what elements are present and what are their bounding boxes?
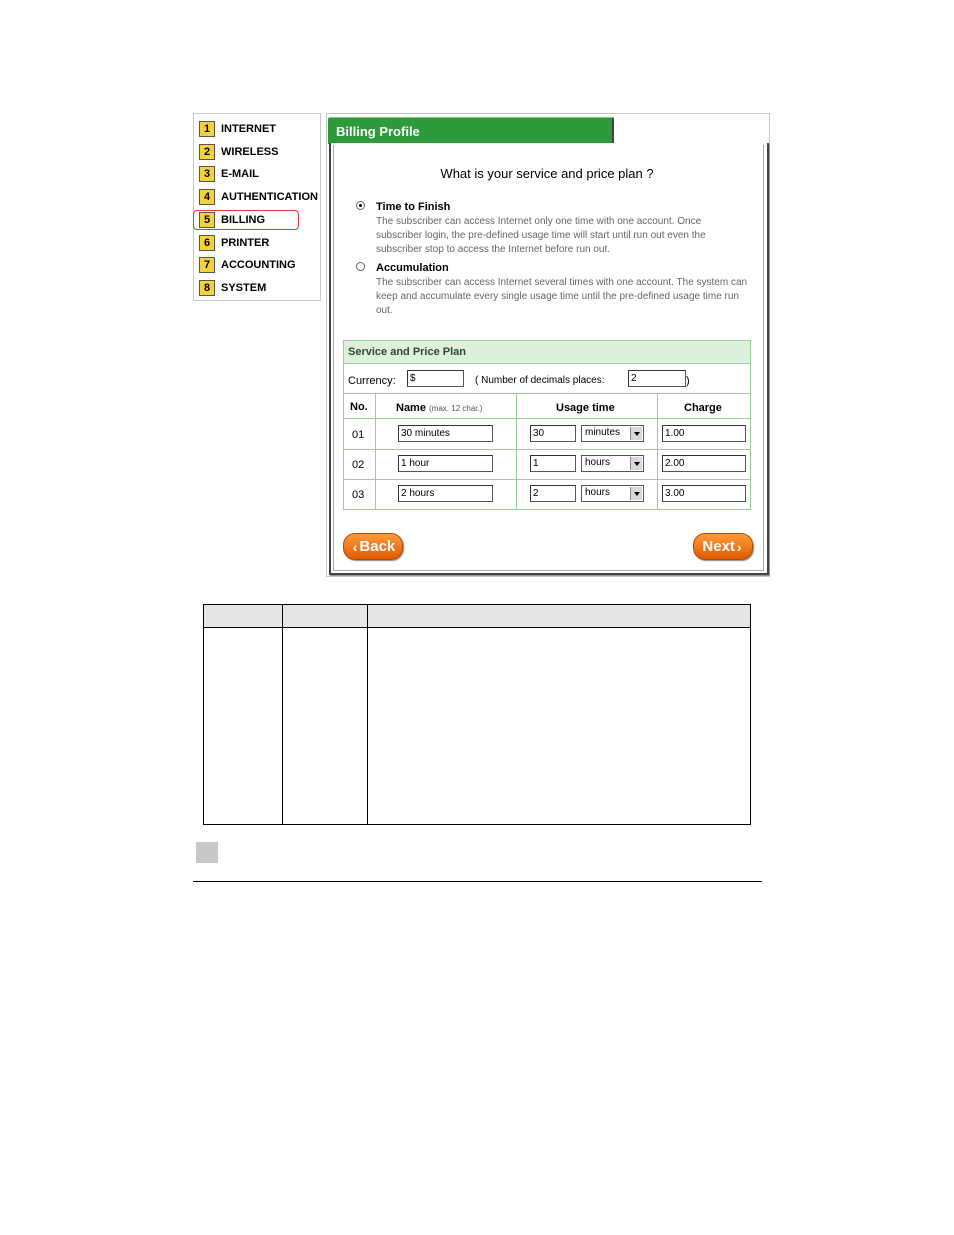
menu-number: 2 xyxy=(199,144,215,160)
charge-input[interactable] xyxy=(662,485,746,502)
parameter-table-header xyxy=(204,605,750,628)
horizontal-rule xyxy=(193,881,762,882)
menu-label: SYSTEM xyxy=(221,282,267,294)
decimals-close: ) xyxy=(686,375,690,387)
usage-time-input[interactable] xyxy=(530,455,576,472)
menu-item-email[interactable] xyxy=(199,165,317,183)
menu-label: AUTHENTICATION xyxy=(221,191,318,203)
option-desc-time-to-finish: The subscriber can access Internet only one time with one account. Once subscriber login, the pre-defined usage time will start until run out even the subscriber stop to access the Internet before run out. xyxy=(376,216,706,255)
row-number: 03 xyxy=(352,489,365,501)
decimals-label: ( Number of decimals places: xyxy=(475,375,605,386)
chevron-right-icon: › xyxy=(736,538,742,555)
usage-unit-value: hours xyxy=(585,457,611,468)
menu-label: ACCOUNTING xyxy=(221,259,296,271)
usage-unit-select[interactable] xyxy=(581,455,644,472)
header-name xyxy=(396,402,482,414)
chevron-left-icon: ‹ xyxy=(352,538,358,555)
divider xyxy=(344,418,750,419)
billing-profile-tab xyxy=(328,117,614,144)
menu-number: 5 xyxy=(199,212,215,228)
charge-input[interactable] xyxy=(662,425,746,442)
menu-item-authentication[interactable] xyxy=(199,188,317,206)
menu-label: BILLING xyxy=(221,214,265,226)
menu-item-billing[interactable] xyxy=(199,211,317,229)
charge-input[interactable] xyxy=(662,455,746,472)
menu-item-printer[interactable] xyxy=(199,234,317,252)
plan-name-input[interactable] xyxy=(398,425,493,442)
usage-unit-select[interactable] xyxy=(581,485,644,502)
option-title-accumulation: Accumulation xyxy=(376,262,449,274)
menu-item-wireless[interactable] xyxy=(199,143,317,161)
decimals-input[interactable] xyxy=(628,370,686,387)
divider xyxy=(657,393,658,509)
tab-title: Billing Profile xyxy=(336,124,420,139)
next-button[interactable] xyxy=(693,533,753,560)
menu-number: 3 xyxy=(199,166,215,182)
header-name-text: Name xyxy=(396,402,426,414)
divider xyxy=(516,393,517,509)
back-button[interactable] xyxy=(343,533,403,560)
divider xyxy=(344,479,750,480)
menu-number: 8 xyxy=(199,280,215,296)
dropdown-arrow-icon xyxy=(630,487,642,500)
usage-unit-select[interactable] xyxy=(581,425,644,442)
menu-number: 6 xyxy=(199,235,215,251)
header-charge: Charge xyxy=(684,402,722,414)
menu-item-system[interactable] xyxy=(199,279,317,297)
row-number: 01 xyxy=(352,429,365,441)
usage-time-input[interactable] xyxy=(530,425,576,442)
divider xyxy=(375,393,376,509)
next-button-label: Next xyxy=(702,538,735,555)
header-usage: Usage time xyxy=(556,402,615,414)
plan-name-input[interactable] xyxy=(398,485,493,502)
divider xyxy=(367,605,368,824)
option-title-time-to-finish: Time to Finish xyxy=(376,201,451,213)
plan-name-input[interactable] xyxy=(398,455,493,472)
parameter-table xyxy=(203,604,751,825)
divider xyxy=(344,393,750,394)
currency-label: Currency: xyxy=(348,375,396,387)
menu-number: 7 xyxy=(199,257,215,273)
usage-time-input[interactable] xyxy=(530,485,576,502)
option-desc-accumulation: The subscriber can access Internet several times with one account. The system can keep and accumulate every single usage time until the pre-defined usage time run out. xyxy=(376,277,748,316)
dropdown-arrow-icon xyxy=(630,457,642,470)
divider xyxy=(344,449,750,450)
header-no: No. xyxy=(350,401,368,413)
back-button-label: Back xyxy=(359,538,396,555)
row-number: 02 xyxy=(352,459,365,471)
menu-item-accounting[interactable] xyxy=(199,256,317,274)
radio-accumulation[interactable] xyxy=(356,262,365,271)
usage-unit-value: minutes xyxy=(585,427,621,438)
service-price-plan-table xyxy=(343,340,751,510)
setup-menu xyxy=(193,113,321,301)
menu-label: INTERNET xyxy=(221,123,276,135)
divider xyxy=(282,605,283,824)
plan-table-header xyxy=(344,341,750,364)
dropdown-arrow-icon xyxy=(630,427,642,440)
plan-question: What is your service and price plan ? xyxy=(440,166,654,181)
note-marker xyxy=(196,842,218,863)
usage-unit-value: hours xyxy=(585,487,611,498)
menu-item-internet[interactable] xyxy=(199,120,317,138)
menu-label: PRINTER xyxy=(221,237,270,249)
menu-label: WIRELESS xyxy=(221,146,279,158)
header-name-hint: (max. 12 char.) xyxy=(429,404,483,413)
currency-input[interactable] xyxy=(407,370,464,387)
menu-number: 1 xyxy=(199,121,215,137)
menu-label: E-MAIL xyxy=(221,168,259,180)
menu-number: 4 xyxy=(199,189,215,205)
radio-time-to-finish[interactable] xyxy=(356,201,365,210)
plan-table-title: Service and Price Plan xyxy=(348,346,467,358)
